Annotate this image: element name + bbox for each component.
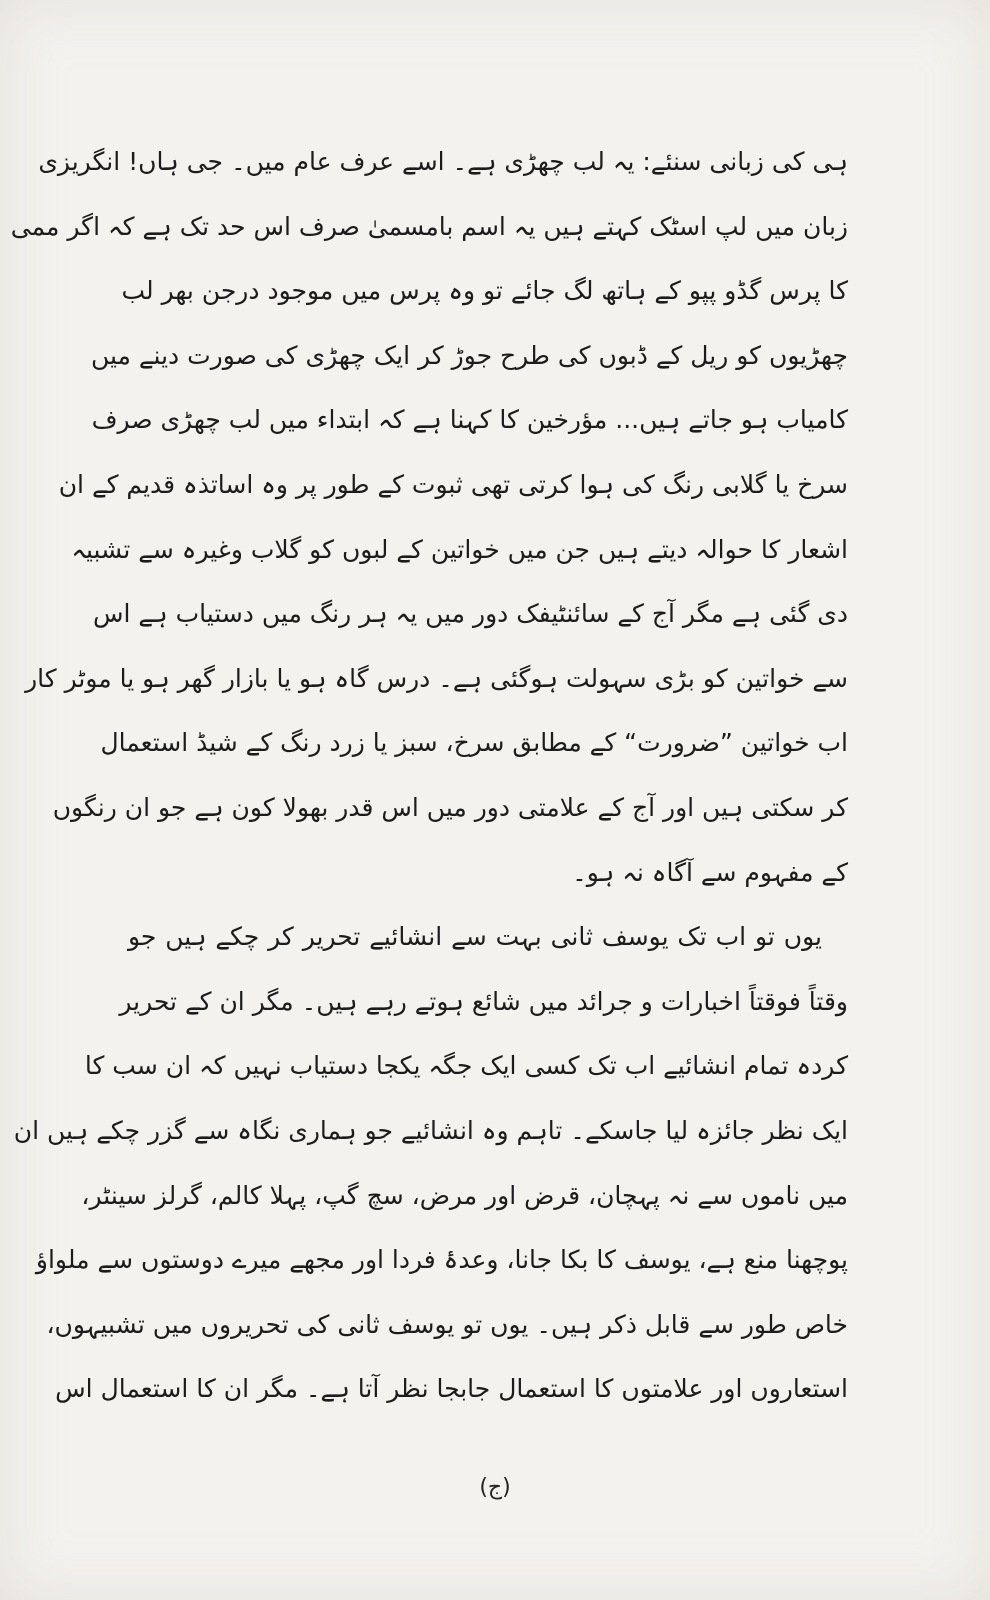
text-line-6: سرخ یا گلابی رنگ کی ہوا کرتی تھی ثبوت کے طور پر وہ اساتذہ قدیم کے ان: [58, 469, 848, 499]
text-line-14: وقتاً فوقتاً اخبارات و جرائد میں شائع ہوتے رہے ہیں۔ مگر ان کے تحریر: [119, 986, 848, 1016]
text-line-15: کردہ تمام انشائیے اب تک کسی ایک جگہ یکجا دستیاب نہیں کہ ان سب کا: [84, 1051, 848, 1081]
text-line-10: اب خواتین ”ضرورت“ کے مطابق سرخ، سبز یا زرد رنگ کے شیڈ استعمال: [100, 728, 848, 758]
text-line-4: چھڑیوں کو ریل کے ڈبوں کی طرح جوڑ کر ایک چھڑی کی صورت دینے میں: [90, 340, 848, 370]
text-line-8: دی گئی ہے مگر آج کے سائنٹیفک دور میں یہ ہر رنگ میں دستیاب ہے اس: [92, 599, 848, 629]
text-line-18: پوچھنا منع ہے، یوسف کا بکا جانا، وعدۂ فردا اور مجھے میرے دوستوں سے ملواؤ: [35, 1245, 848, 1275]
text-line-19: خاص طور سے قابل ذکر ہیں۔ یوں تو یوسف ثانی کی تحریروں میں تشبیہوں،: [46, 1309, 848, 1339]
text-line-7: اشعار کا حوالہ دیتے ہیں جن میں خواتین کے لبوں کو گلاب وغیرہ سے تشبیہ: [71, 534, 848, 564]
text-line-1: ہی کی زبانی سنئے: یہ لب چھڑی ہے۔ اسے عرف عام میں۔ جی ہاں! انگریزی: [38, 147, 848, 176]
text-line-11: کر سکتی ہیں اور آج کے علامتی دور میں اس قدر بھولا کون ہے جو ان رنگوں: [52, 792, 848, 822]
text-line-5: کامیاب ہو جاتے ہیں... مؤرخین کا کہنا ہے کہ ابتداء میں لب چھڑی صرف: [91, 405, 848, 435]
text-line-12: کے مفہوم سے آگاہ نہ ہو۔: [572, 857, 848, 887]
text-line-13: یوں تو اب تک یوسف ثانی بہت سے انشائیے تحریر کر چکے ہیں جو: [128, 922, 822, 952]
text-line-3: کا پرس گڈو پپو کے ہاتھ لگ جائے تو وہ پرس میں موجود درجن بھر لب: [121, 276, 848, 306]
page-number: (ج): [479, 1475, 511, 1500]
text-line-2: زبان میں لپ اسٹک کہتے ہیں یہ اسم بامسمیٰ صرف اس حد تک ہے کہ اگر ممی: [10, 211, 848, 241]
urdu-text-body: [10, 130, 848, 1422]
text-line-9: سے خواتین کو بڑی سہولت ہوگئی ہے۔ درس گاہ ہو یا بازار گھر ہو یا موٹر کار: [25, 663, 848, 693]
text-line-20: استعاروں اور علامتوں کا استعمال جابجا نظر آتا ہے۔ مگر ان کا استعمال اس: [55, 1374, 848, 1404]
text-line-16: ایک نظر جائزہ لیا جاسکے۔ تاہم وہ انشائیے جو ہماری نگاہ سے گزر چکے ہیں ان: [13, 1115, 848, 1145]
text-line-17: میں ناموں سے نہ پہچان، قرض اور مرض، سچ گپ، پہلا کالم، گرلز سینٹر،: [81, 1180, 848, 1210]
